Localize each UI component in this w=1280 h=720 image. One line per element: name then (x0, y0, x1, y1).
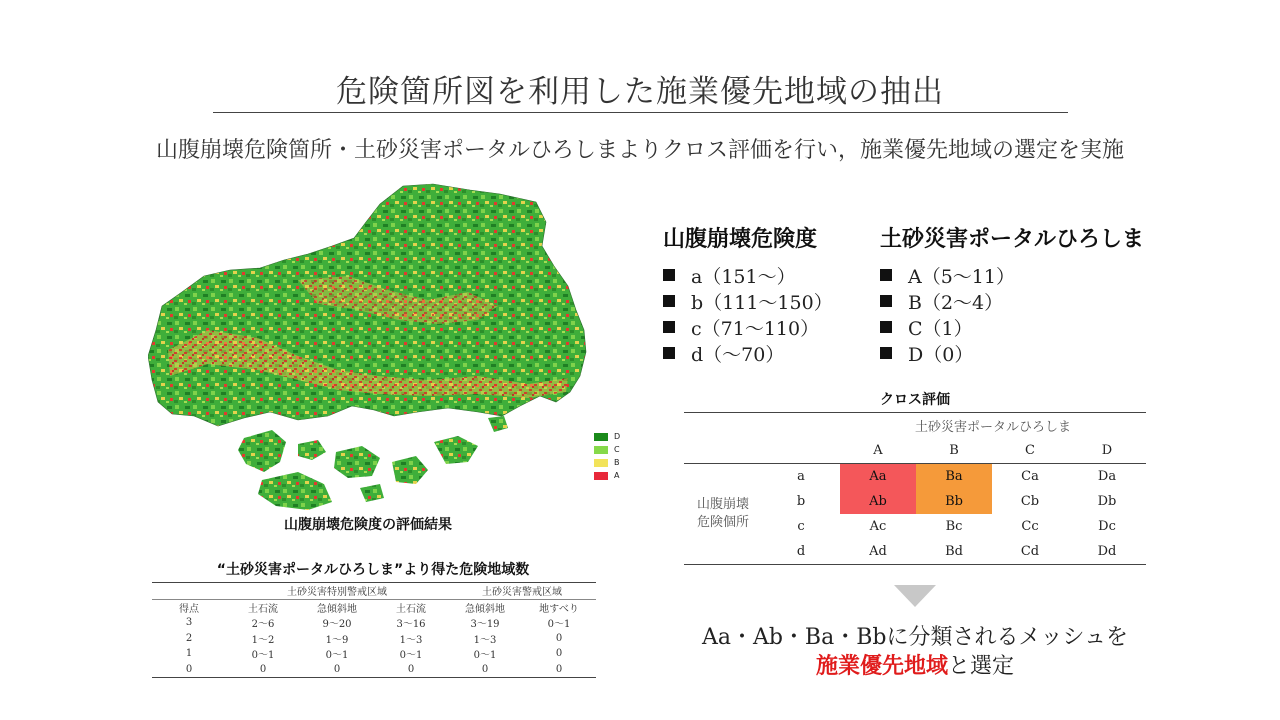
column-header: 土石流 (374, 599, 448, 615)
map-caption: 山腹崩壊危険度の評価結果 (284, 517, 452, 533)
col-label: C (1025, 443, 1035, 458)
table-cell: 1～3 (399, 634, 423, 646)
table-cell: 2 (185, 632, 193, 644)
list-item: C（1） (880, 314, 1015, 340)
cell-priority: Bb (916, 489, 992, 514)
square-bullet-icon (663, 321, 675, 333)
table-cell: Cc (1021, 519, 1039, 534)
cell-priority: Ba (916, 464, 992, 490)
table-cell: Dd (1097, 544, 1117, 559)
cross-col-header-row (684, 438, 1146, 464)
legend-item-b: B (594, 456, 620, 469)
table-cell: 0 (555, 632, 563, 644)
cross-top-header: 土砂災害ポータルひろしま (914, 420, 1071, 435)
cross-title: クロス評価 (880, 392, 950, 408)
table-cell: 2～6 (251, 619, 275, 631)
column-header: 地すべり (522, 599, 596, 615)
square-bullet-icon (880, 347, 892, 359)
sediment-table (152, 582, 596, 678)
island-group (238, 416, 508, 510)
list-item: A（5～11） (880, 262, 1015, 288)
cross-top-header-row (684, 413, 1146, 439)
square-bullet-icon (880, 269, 892, 281)
table-cell: 0 (448, 662, 522, 678)
slide-title: 危険箇所図を利用した施業優先地域の抽出 (336, 74, 944, 110)
table-cell: Da (1097, 469, 1117, 484)
row-label: d (796, 544, 806, 559)
column-header: 得点 (152, 599, 226, 615)
col-label: B (949, 443, 959, 458)
group-header-special: 土砂災害特別警戒区域 (226, 583, 448, 600)
legend-item-d: D (594, 430, 620, 443)
table-group-header-row (152, 583, 596, 600)
portal-heading: 土砂災害ポータルひろしま (880, 227, 1145, 252)
slope-risk-list (663, 262, 833, 366)
legend-swatch (594, 446, 608, 454)
cell-priority: Ab (840, 489, 916, 514)
table-cell: Cb (1020, 494, 1040, 509)
table-cell: 0 (152, 662, 226, 678)
table-cell: 0 (300, 662, 374, 678)
table-cell: Db (1097, 494, 1117, 509)
table-cell: 1～3 (473, 634, 497, 646)
table-cell: Cd (1020, 544, 1040, 559)
square-bullet-icon (663, 269, 675, 281)
hazard-map (148, 180, 588, 512)
square-bullet-icon (663, 295, 675, 307)
sediment-table-title: “土砂災害ポータルひろしま”より得た危険地域数 (216, 562, 530, 578)
table-cell: 0～1 (473, 650, 497, 662)
table-cell: 3 (185, 617, 193, 629)
list-item: d（～70） (663, 340, 833, 366)
table-cell: 0～1 (251, 650, 275, 662)
legend-item-c: C (594, 443, 620, 456)
cell-priority: Aa (840, 464, 916, 490)
square-bullet-icon (880, 321, 892, 333)
legend-swatch (594, 472, 608, 480)
table-row (152, 631, 596, 647)
table-row (152, 646, 596, 662)
table-cell: 0 (555, 648, 563, 660)
table-cell: Bd (945, 544, 963, 559)
slide-subtitle: 山腹崩壊危険箇所・土砂災害ポータルひろしまよりクロス評価を行い，施業優先地域の選定を実施 (155, 138, 1124, 163)
table-row (684, 464, 1146, 490)
table-cell: Ac (869, 519, 887, 534)
row-label: c (797, 519, 805, 534)
list-item: D（0） (880, 340, 1015, 366)
row-label: b (796, 494, 806, 509)
table-cell: 3～16 (396, 619, 426, 631)
down-arrow-icon (894, 585, 936, 607)
portal-list (880, 262, 1015, 366)
slope-risk-heading: 山腹崩壊危険度 (663, 227, 818, 252)
list-item: b（111～150） (663, 288, 833, 314)
list-item: c（71～110） (663, 314, 833, 340)
cross-table (684, 412, 1146, 565)
table-cell: 0～1 (399, 650, 423, 662)
col-label: A (873, 443, 883, 458)
table-cell: Dc (1098, 519, 1116, 534)
table-cell: 3～19 (470, 619, 500, 631)
group-header-warning: 土砂災害警戒区域 (448, 583, 596, 600)
legend-item-a: A (594, 469, 620, 482)
table-cell: 0 (374, 662, 448, 678)
row-label: a (797, 469, 805, 484)
column-header: 土石流 (226, 599, 300, 615)
table-cell: 0～1 (547, 619, 571, 631)
col-label: D (1101, 443, 1113, 458)
square-bullet-icon (880, 295, 892, 307)
cross-row-header: 山腹崩壊 危険個所 (696, 497, 749, 530)
map-legend (594, 430, 620, 482)
table-cell: 1～2 (251, 634, 275, 646)
table-header-row (152, 599, 596, 615)
priority-area-emphasis: 施業優先地域 (815, 654, 948, 679)
title-divider (213, 112, 1068, 113)
column-header: 急傾斜地 (300, 599, 374, 615)
table-cell: Ad (869, 544, 887, 559)
table-cell: 1～9 (325, 634, 349, 646)
table-cell: 9～20 (322, 619, 352, 631)
square-bullet-icon (663, 347, 675, 359)
table-cell: 1 (185, 648, 193, 660)
column-header: 急傾斜地 (448, 599, 522, 615)
legend-swatch (594, 459, 608, 467)
table-cell: Bc (945, 519, 963, 534)
table-cell: 0 (522, 662, 596, 678)
legend-swatch (594, 433, 608, 441)
table-row (152, 662, 596, 678)
conclusion-line1: Aa・Ab・Ba・Bbに分類されるメッシュを (701, 625, 1129, 650)
conclusion-line2: 施業優先地域と選定 (815, 654, 1015, 679)
table-row (152, 615, 596, 631)
list-item: a（151～） (663, 262, 833, 288)
table-cell: 0 (226, 662, 300, 678)
list-item: B（2～4） (880, 288, 1015, 314)
table-cell: 0～1 (325, 650, 349, 662)
table-cell: Ca (1021, 469, 1039, 484)
